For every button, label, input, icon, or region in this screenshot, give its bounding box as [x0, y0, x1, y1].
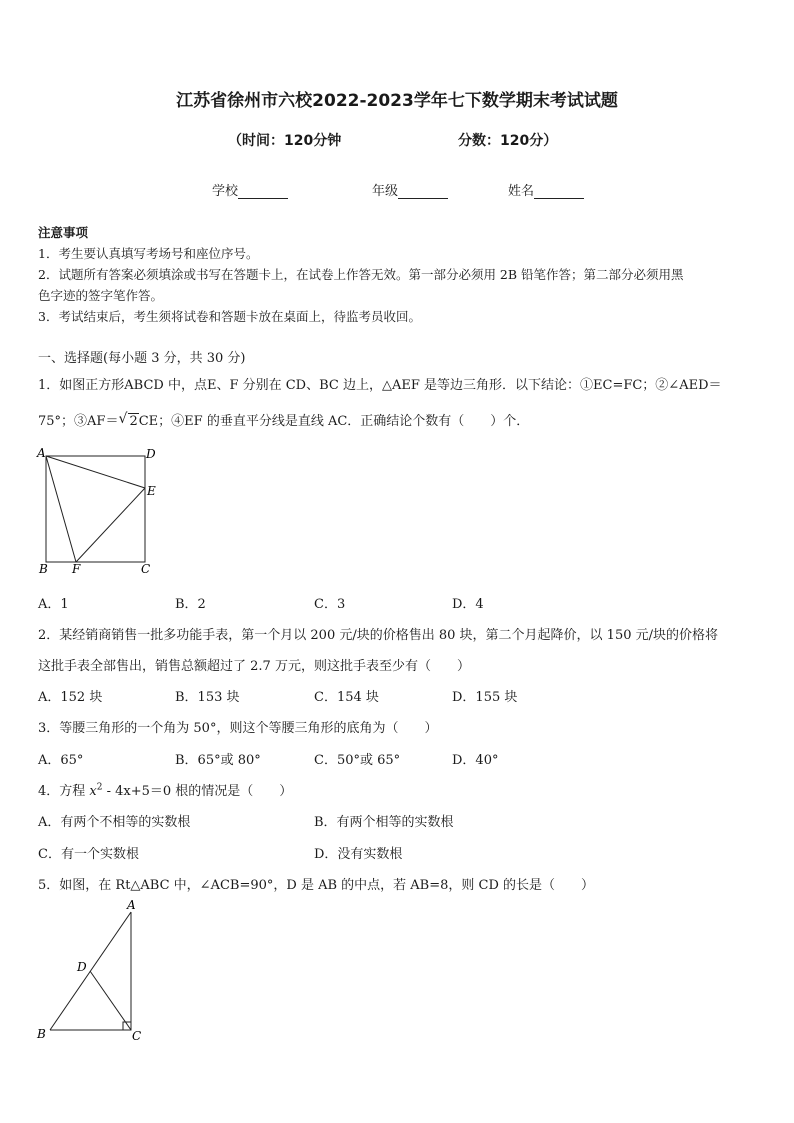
- student-info: [0, 180, 794, 200]
- school-blank[interactable]: [238, 184, 288, 199]
- label-a: A: [127, 898, 136, 912]
- sqrt-value: 2: [129, 414, 138, 429]
- q1-text-2: [38, 410, 758, 429]
- segment-af: [46, 456, 76, 562]
- name-blank[interactable]: [534, 184, 584, 199]
- q2-option-d[interactable]: D．155 块: [452, 690, 518, 705]
- q1-text-2a: 75°；③AF＝: [38, 414, 119, 429]
- q4-text-a: 4．方程: [38, 784, 90, 799]
- equation-exponent: 2: [96, 782, 103, 793]
- q4-option-a[interactable]: A．有两个不相等的实数根: [38, 815, 191, 830]
- q3-option-c[interactable]: C．50°或 65°: [314, 753, 401, 768]
- equation-var: x: [89, 784, 97, 799]
- notes-title: 注意事项: [38, 225, 89, 240]
- q5-text: 5．如图，在 Rt△ABC 中，∠ACB=90°，D 是 AB 的中点，若 AB=8，则 CD 的长是（ ）: [38, 878, 595, 893]
- q4-text: [38, 780, 758, 799]
- exam-meta: [0, 130, 794, 150]
- segment-ae: [46, 456, 145, 488]
- exam-time: （时间：120分钟: [228, 133, 342, 149]
- q1-option-a[interactable]: A．1: [38, 597, 69, 612]
- label-d: D: [77, 960, 87, 974]
- q3-option-d[interactable]: D．40°: [452, 753, 499, 768]
- q1-option-b[interactable]: B．2: [175, 597, 206, 612]
- q4-option-b[interactable]: B．有两个相等的实数根: [314, 815, 454, 830]
- label-d: D: [146, 447, 156, 461]
- exam-score: 分数：120分）: [458, 133, 558, 149]
- page-title: 江苏省徐州市六校2022-2023学年七下数学期末考试试题: [176, 91, 618, 111]
- label-c: C: [132, 1029, 142, 1043]
- grade-field[interactable]: [372, 180, 448, 199]
- grade-label: 年级: [372, 184, 399, 199]
- grade-blank[interactable]: [398, 184, 448, 199]
- label-e: E: [147, 484, 156, 498]
- note-item: 色字迹的签字笔作答。: [38, 288, 164, 303]
- section-title: 一、选择题(每小题 3 分，共 30 分): [38, 351, 246, 366]
- q1-text: 1．如图正方形ABCD 中，点E、F 分别在 CD、BC 边上，△AEF 是等边三角形．以下结论：①EC=FC；②∠AED＝: [38, 378, 722, 393]
- q2-text-2: 这批手表全部售出，销售总额超过了 2.7 万元，则这批手表至少有（ ）: [38, 659, 470, 674]
- q1-text-2b: CE；④EF 的垂直平分线是直线 AC．正确结论个数有（ ）个．: [138, 414, 530, 429]
- sqrt-symbol: √ 2: [118, 411, 138, 429]
- school-label: 学校: [212, 184, 239, 199]
- q4-option-c[interactable]: C．有一个实数根: [38, 847, 139, 862]
- q1-option-c[interactable]: C．3: [314, 597, 346, 612]
- notes-section: [38, 222, 758, 327]
- q4-text-b: - 4x+5＝0 根的情况是（ ）: [102, 784, 293, 799]
- q2-option-a[interactable]: A．152 块: [38, 690, 103, 705]
- note-item: 3．考试结束后，考生须将试卷和答题卡放在桌面上，待监考员收回。: [38, 309, 421, 324]
- name-label: 姓名: [508, 184, 535, 199]
- note-item: 1．考生要认真填写考场号和座位序号。: [38, 246, 259, 261]
- label-a: A: [37, 446, 46, 460]
- q2-option-c[interactable]: C．154 块: [314, 690, 379, 705]
- q1-option-d[interactable]: D．4: [452, 597, 484, 612]
- square-figure: [30, 445, 170, 580]
- q3-option-a[interactable]: A．65°: [38, 753, 84, 768]
- triangle-figure: [30, 895, 150, 1045]
- note-item: 2．试题所有答案必须填涂或书写在答题卡上，在试卷上作答无效。第一部分必须用 2B 铅笔作答；第二部分必须用黑: [38, 267, 684, 282]
- q2-text: 2．某经销商销售一批多功能手表，第一个月以 200 元/块的价格售出 80 块，第二个月起降价，以 150 元/块的价格将: [38, 628, 718, 643]
- name-field[interactable]: [508, 180, 584, 199]
- q2-option-b[interactable]: B．153 块: [175, 690, 240, 705]
- label-b: B: [39, 562, 48, 576]
- q4-option-d[interactable]: D．没有实数根: [314, 847, 403, 862]
- school-field[interactable]: [212, 180, 288, 199]
- segment-ef: [76, 488, 145, 562]
- q3-text: 3．等腰三角形的一个角为 50°，则这个等腰三角形的底角为（ ）: [38, 721, 438, 736]
- label-b: B: [37, 1027, 46, 1041]
- label-c: C: [141, 562, 151, 576]
- label-f: F: [72, 562, 81, 576]
- segment-cd: [90, 971, 131, 1030]
- q3-option-b[interactable]: B．65°或 80°: [175, 753, 261, 768]
